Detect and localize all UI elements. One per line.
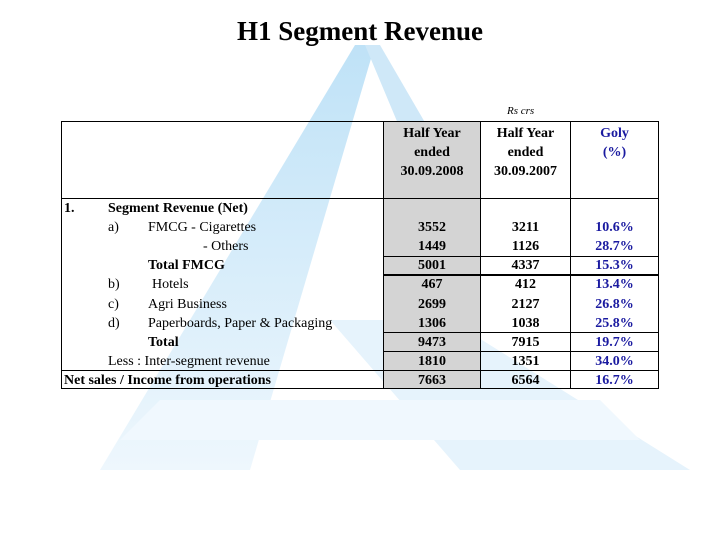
table-row xyxy=(62,237,658,256)
header-line: (%) xyxy=(602,145,627,160)
value-2008: 1306 xyxy=(418,315,446,331)
value-2007: 1351 xyxy=(511,353,540,369)
table-row xyxy=(62,256,658,275)
header-line: 30.09.2008 xyxy=(400,164,464,179)
header-h1-2008 xyxy=(384,122,480,198)
growth-percent: 26.8% xyxy=(595,296,634,312)
row-label: Paperboards, Paper & Packaging xyxy=(148,315,333,331)
value-2008: 2699 xyxy=(418,296,446,312)
value-2008: 5001 xyxy=(418,258,446,274)
table-row xyxy=(62,352,658,371)
row-index: b) xyxy=(108,277,120,293)
table-row xyxy=(62,371,658,390)
row-label: Total xyxy=(148,334,179,350)
table-row xyxy=(62,333,658,352)
page-title: H1 Segment Revenue xyxy=(237,16,483,46)
row-index: d) xyxy=(108,315,120,331)
table-row xyxy=(62,199,658,218)
header-line: Half Year xyxy=(496,126,555,141)
value-2007: 1126 xyxy=(511,239,540,255)
row-index: c) xyxy=(108,296,119,312)
value-2008: 1810 xyxy=(418,353,446,369)
row-number: 1. xyxy=(64,201,75,216)
row-label: Total FMCG xyxy=(148,258,225,274)
table-row xyxy=(62,314,658,333)
growth-percent: 10.6% xyxy=(595,220,634,236)
value-2007: 7915 xyxy=(511,334,540,350)
row-label: Less : Inter-segment revenue xyxy=(108,353,270,369)
row-label: - Others xyxy=(203,239,249,255)
row-label: Segment Revenue (Net) xyxy=(108,201,248,216)
growth-percent: 25.8% xyxy=(595,315,634,331)
row-index: a) xyxy=(108,220,119,236)
value-2008: 7663 xyxy=(418,372,446,388)
row-label: Agri Business xyxy=(148,296,227,312)
value-2007: 6564 xyxy=(511,372,540,388)
value-2007: 3211 xyxy=(511,220,540,236)
growth-percent: 34.0% xyxy=(595,353,634,369)
growth-percent: 28.7% xyxy=(595,239,634,255)
growth-percent: 16.7% xyxy=(595,372,634,388)
value-2007: 1038 xyxy=(511,315,540,331)
value-2008: 1449 xyxy=(418,239,446,255)
table-row xyxy=(62,275,658,294)
value-2008: 467 xyxy=(421,277,443,293)
growth-percent: 19.7% xyxy=(595,334,634,350)
table-row xyxy=(62,218,658,237)
growth-percent: 13.4% xyxy=(595,277,634,293)
value-2008: 3552 xyxy=(418,220,446,236)
table-row xyxy=(62,295,658,314)
header-line: ended xyxy=(507,145,544,160)
header-line: 30.09.2007 xyxy=(494,164,557,179)
value-2008: 9473 xyxy=(418,334,446,350)
unit-label: Rs crs xyxy=(507,105,535,117)
header-line: Goly xyxy=(600,126,629,141)
header-h1-2007 xyxy=(481,122,570,198)
row-label: FMCG - Cigarettes xyxy=(148,220,257,236)
header-line: Half Year xyxy=(403,126,461,141)
value-2007: 4337 xyxy=(511,258,540,274)
value-2007: 412 xyxy=(515,277,536,293)
growth-percent: 15.3% xyxy=(595,258,634,274)
header-line: ended xyxy=(414,145,450,160)
row-label: Hotels xyxy=(152,277,189,293)
header-growth xyxy=(571,122,658,198)
row-label: Net sales / Income from operations xyxy=(64,372,271,388)
segment-revenue-table xyxy=(61,121,659,389)
value-2007: 2127 xyxy=(511,296,540,312)
